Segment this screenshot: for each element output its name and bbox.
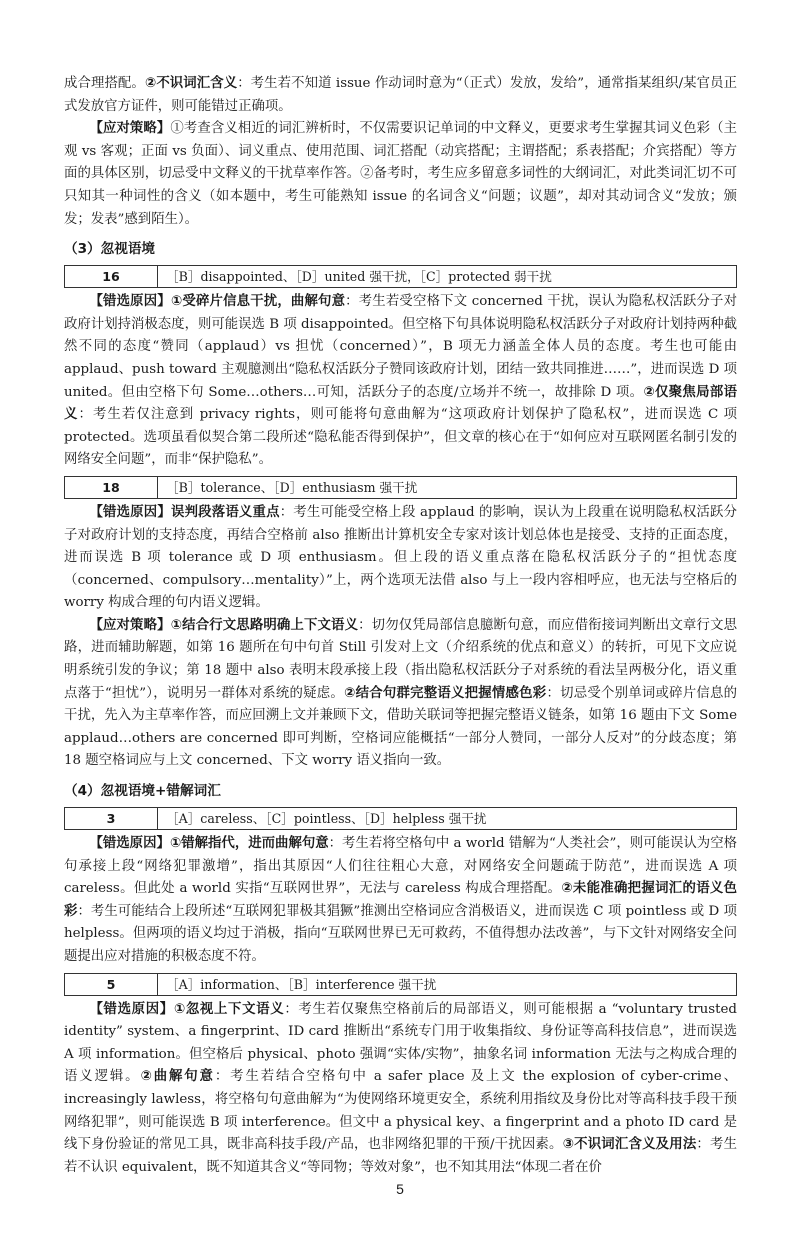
question-options: ［B］tolerance、［D］enthusiasm 强干扰 (166, 479, 418, 495)
inline-label: ②结合句群完整语义把握情感色彩 (344, 685, 547, 701)
section-label: 【错选原因】 (89, 504, 171, 520)
inline-label: ①受碎片信息干扰，曲解句意 (170, 294, 346, 310)
section-label: 【错选原因】 (89, 294, 171, 310)
inline-label: ①错解指代，进而曲解句意 (169, 836, 329, 852)
question-row (64, 973, 737, 996)
page-number: 5 (396, 1181, 404, 1197)
section-label: 【应对策略】 (89, 121, 171, 137)
inline-label: ②未能准确把握词汇的语义色彩 (64, 881, 737, 919)
question-row (64, 476, 737, 499)
question-number: 16 (65, 266, 158, 287)
inline-label: ③不识词汇含义及用法 (562, 1137, 697, 1153)
section-label: 【应对策略】 (89, 617, 171, 633)
inline-label: ①结合行文思路明确上下文语义 (170, 617, 359, 633)
question-options: ［B］disappointed、［D］united 强干扰，［C］protected 弱干扰 (166, 269, 552, 285)
question-row (64, 265, 737, 288)
paragraph (64, 615, 737, 773)
question-row (64, 807, 737, 830)
paragraph (64, 118, 737, 231)
text: 成合理搭配。 (64, 76, 145, 91)
text: ：考生若受空格下文 concerned 干扰，误认为隐私权活跃分子对政府计划持消极态度，则可能误选 B 项 disappointed。但空格下句具体说明隐私权活跃分子对政府计划持两种截然不同的态度“赞同（applaud）vs 担忧（concerned）”，B 项无力涵盖全体人员的态度。考生也可能由 applaud、push toward 主观臆测出“隐私权活跃分子赞同该政府计划，团结一致共同推进……”，进而误选 D 项 united。但由空格下句 Some…others…可知，活跃分子的态度/立场并不统一，故排除 D 项。 (64, 294, 738, 400)
inline-label: ②曲解句意 (140, 1069, 215, 1085)
paragraph (64, 73, 737, 118)
inline-label: 误判段落语义重点 (170, 504, 280, 520)
section-heading: （3）忽视语境 (64, 241, 156, 258)
text: ：考生若不认识 equivalent，既不知道其含义“等同物；等效对象”，也不知其用法“体现二者在价 (64, 1137, 737, 1175)
section-label: 【错选原因】 (89, 836, 170, 852)
question-number: 5 (65, 974, 158, 995)
text: ：考生可能结合上段所述“互联网犯罪极其猖獗”推测出空格词应含消极语义，进而误选 C 项 pointless 或 D 项 helpless。但两项的语义均过于消极，指向“互联网世界已无可救药，不值得想办法改善”，与下文针对网络安全问题提出应对措施的积极态度不符。 (64, 903, 737, 964)
document-page (64, 73, 737, 1179)
paragraph (64, 502, 737, 615)
text: ：切忌受个别单词或碎片信息的干扰，先入为主草率作答，而应回溯上文并兼顾下文，借助关联词等把握完整语义链条，如第 16 题由下文 Some applaud…others are concerned 即可判断，空格词应能概括“一部分人赞同，一部分人反对”的分歧态度；第 18 题空格词应与上文 concerned、下文 worry 语义指向一致。 (64, 685, 738, 769)
section-heading: （4）忽视语境+错解词汇 (64, 783, 221, 800)
text: ：考生若结合空格句中 a safer place 及上文 the explosion of cyber-crime、increasingly lawless，将空格句句意曲解为“为使网络环境更安全，系统利用指纹及身份比对等高科技手段干预网络犯罪”，则可能误选 B 项 interference。但文中 a physical key、a fingerprint and a photo ID card 是线下身份验证的常见工具，既非高科技手段/产品，也非网络犯罪的干预/干扰因素。 (64, 1069, 738, 1153)
question-number: 3 (65, 808, 158, 829)
text: ：考生若将空格句中 a world 错解为“人类社会”，则可能误认为空格句承接上段“网络犯罪激增”，指出其原因“人们往往粗心大意，对网络安全问题疏于防范”，进而误选 A 项 careless。但此处 a world 实指“互联网世界”，无法与 careless 构成合理搭配。 (64, 836, 737, 897)
text: ：考生若仅聚焦空格前后的局部语义，则可能根据 a “voluntary trusted identity” system、a fingerprint、ID card 推断出“系统专门用于收集指纹、身份证等高科技信息”，进而误选 A 项 information。但空格后 physical、photo 强调“实体/实物”，抽象名词 information 无法与之构成合理的语义逻辑。 (64, 1001, 737, 1085)
section-label: 【错选原因】 (89, 1001, 174, 1017)
inline-label: ①忽视上下文语义 (173, 1001, 285, 1017)
question-options: ［A］careless、［C］pointless、［D］helpless 强干扰 (166, 811, 487, 827)
question-options: ［A］information、［B］interference 强干扰 (166, 976, 437, 992)
question-number: 18 (65, 477, 158, 498)
inline-label: ②不识词汇含义 (144, 76, 238, 91)
paragraph (64, 999, 737, 1180)
text: ①考查含义相近的词汇辨析时，不仅需要识记单词的中文释义，更要求考生掌握其词义色彩（主观 vs 客观；正面 vs 负面）、词义重点、使用范围、词汇搭配（动宾搭配；主谓搭配；系表搭配；介宾搭配）等方面的具体区别，切忌受中文释义的干扰草率作答。②备考时，考生应多留意多词性的大纲词汇，对此类词汇切不可只知其一种词性的含义（如本题中，考生可能熟知 issue 的名词含义“问题；议题”，却对其动词含义“发放；颁发；发表”感到陌生）。 (64, 121, 738, 227)
text: ：考生若不知道 issue 作动词时意为“（正式）发放，发给”，通常指某组织/某官员正式发放官方证件，则可能错过正确项。 (64, 76, 738, 114)
text: ：切勿仅凭局部信息臆断句意，而应借衔接词判断出文章行文思路，进而辅助解题，如第 16 题所在句中句首 Still 引发对上文（介绍系统的优点和意义）的转折，可见下文应说明系统引发的争议；第 18 题中 also 表明末段承接上段（指出隐私权活跃分子对系统的看法呈两极分化，语义重点落于“担忧”），说明另一群体对系统的疑虑。 (64, 617, 737, 701)
paragraph (64, 833, 737, 969)
paragraph (64, 291, 737, 472)
text: ：考生可能受空格上段 applaud 的影响，误认为上段重在说明隐私权活跃分子对政府计划的支持态度，再结合空格前 also 推断出计算机安全专家对该计划总体也是接受、支持的正面态度，进而误选 B 项 tolerance 或 D 项 enthusiasm。但上段的语义重点落在隐私权活跃分子的“担忧态度（concerned、compulsory…mentality）”上，两个选项无法借 also 与上一段内容相呼应，也无法与空格后的 worry 构成合理的句内语义逻辑。 (64, 504, 738, 611)
inline-label: ②仅聚焦局部语义 (64, 384, 737, 423)
text: ：考生若仅注意到 privacy rights，则可能将句意曲解为“这项政府计划保护了隐私权”，进而误选 C 项 protected。选项虽看似契合第二段所述“隐私能否得到保护”，但文章的核心在于“如何应对互联网匿名制引发的网络安全问题”，而非“保护隐私”。 (64, 407, 738, 468)
